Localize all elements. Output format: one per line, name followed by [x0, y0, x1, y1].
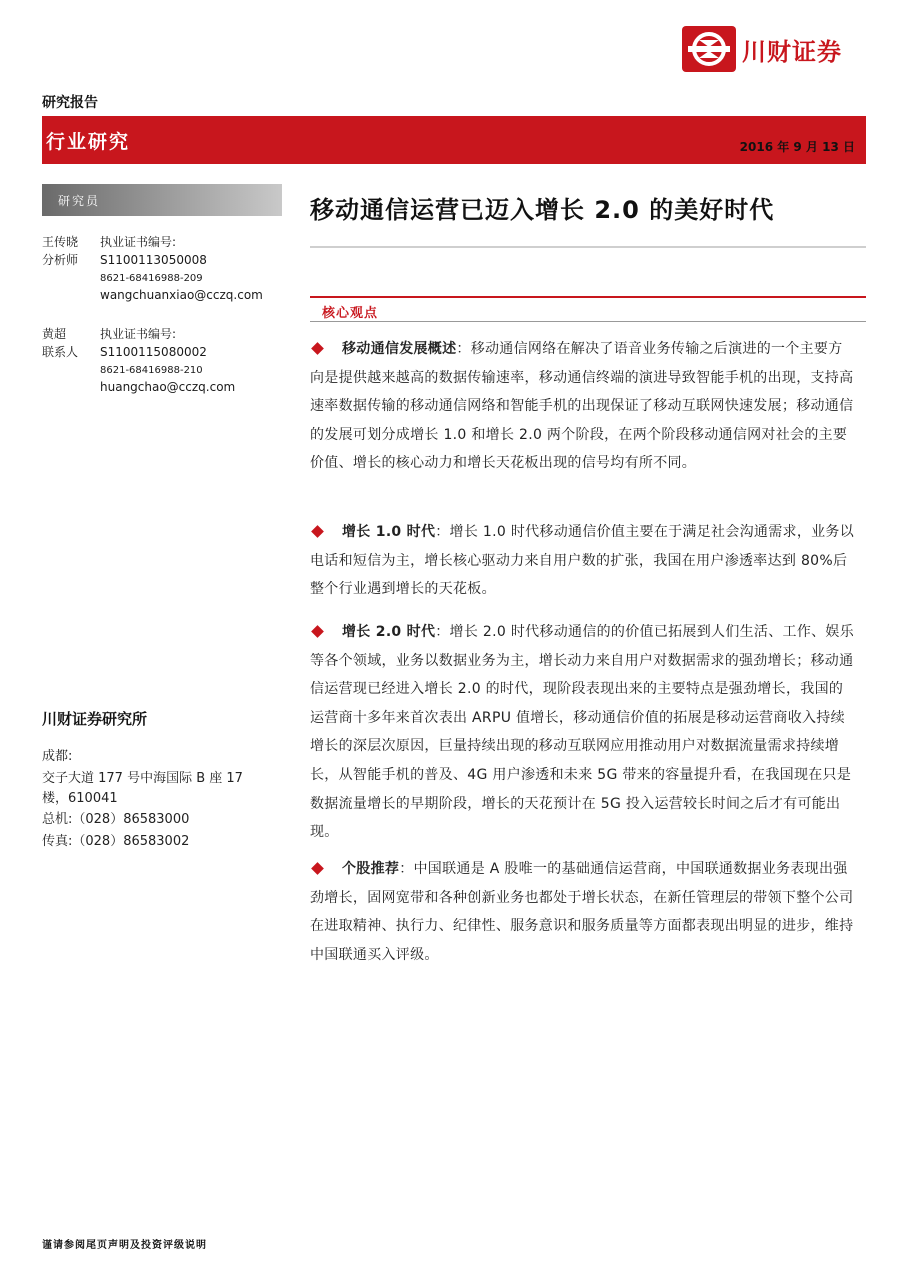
footer-disclaimer: 谨请参阅尾页声明及投资评级说明	[42, 1240, 207, 1251]
key-point	[310, 518, 856, 604]
contact-tel: 总机:（028）86583000	[42, 812, 190, 827]
contact-name: 黄超	[42, 327, 67, 341]
contact-card	[42, 325, 292, 399]
key-point-body: ：移动通信网络在解决了语音业务传输之后演进的一个主要方向是提供越来越高的数据传输速率，移动通信终端的演进导致智能手机的出现，支持高速率数据传输的移动通信网络和智能手机的出现保证了移动互联网快速发展；移动通信的发展可划分成增长 1.0 和增长 2.0 两个阶段，在两个阶段移动通信网对社会的主要价值、增长的核心动力和增长天花板出现的信号均有所不同。	[310, 341, 854, 472]
key-point-body: ：增长 2.0 时代移动通信的的价值已拓展到人们生活、工作、娱乐等各个领域，业务以数据业务为主，增长动力来自用户对数据需求的强劲增长；移动通信运营现已经进入增长 2.0 的时代，现阶段表现出来的主要特点是强劲增长，我国的运营商十多年来首次表出 ARPU 值增长，移动通信价值的拓展是移动运营商收入持续增长的深层次原因，巨量持续出现的移动互联网应用推动用户对数据流量需求持续增长，从智能手机的普及、4G 用户渗透和未来 5G 带来的容量提升看，在我国现在只是数据流量增长的早期阶段，增长的天花预计在 5G 投入运营较长时间之后才有可能出现。	[310, 624, 855, 841]
contact-phone: 8621-68416988-210	[100, 365, 203, 376]
brand-logo	[682, 26, 872, 74]
cert-label: 执业证书编号:	[100, 327, 177, 341]
brand-name: 川财证券	[742, 38, 842, 66]
report-title: 移动通信运营已迈入增长 2.0 的美好时代	[310, 196, 775, 224]
key-point-lead: 移动通信发展概述	[342, 341, 457, 357]
analyst-phone: 8621-68416988-209	[100, 273, 203, 284]
key-point-lead: 个股推荐	[342, 861, 400, 877]
brand-logo-icon	[682, 26, 736, 72]
key-point	[310, 855, 856, 969]
section-bottom-rule	[310, 321, 866, 322]
contact-address-cont: 楼，610041	[42, 791, 118, 806]
analyst-name: 王传晓	[42, 235, 79, 249]
bullet-diamond-icon	[311, 862, 324, 875]
cert-number: S1100113050008	[100, 253, 207, 267]
analyst-email[interactable]: wangchuanxiao@cczq.com	[100, 288, 263, 302]
key-point-body: ：增长 1.0 时代移动通信价值主要在于满足社会沟通需求，业务以电话和短信为主，增长核心驱动力来自用户数的扩张，我国在用户渗透率达到 80%后整个行业遇到增长的天花板。	[310, 524, 855, 598]
key-point	[310, 335, 856, 478]
key-point	[310, 618, 856, 847]
bullet-diamond-icon	[311, 525, 324, 538]
contact-city: 成都:	[42, 749, 73, 764]
contact-email[interactable]: huangchao@cczq.com	[100, 380, 236, 394]
contact-role: 联系人	[42, 345, 79, 359]
analyst-card	[42, 233, 292, 307]
key-point-body: ：中国联通是 A 股唯一的基础通信运营商，中国联通数据业务表现出强劲增长，固网宽带和各种创新业务也都处于增长状态，在新任管理层的带领下整个公司在进取精神、执行力、纪律性、服务意识和服务质量等方面都表现出明显的进步，维持中国联通买入评级。	[310, 861, 854, 963]
title-divider	[310, 246, 866, 248]
bullet-diamond-icon	[311, 342, 324, 355]
report-type: 研究报告	[42, 95, 98, 111]
contact-fax: 传真:（028）86583002	[42, 834, 190, 849]
key-point-lead: 增长 1.0 时代	[342, 524, 436, 540]
bullet-diamond-icon	[311, 625, 324, 638]
report-date: 2016 年 9 月 13 日	[739, 140, 855, 154]
cert-number: S1100115080002	[100, 345, 207, 359]
institute-name: 川财证券研究所	[42, 710, 148, 728]
report-category: 行业研究	[46, 131, 131, 153]
cert-label: 执业证书编号:	[100, 235, 177, 249]
section-title: 核心观点	[322, 306, 379, 321]
analyst-section-header	[42, 184, 282, 216]
contact-address: 交子大道 177 号中海国际 B 座 17	[42, 771, 243, 786]
analyst-role: 分析师	[42, 253, 79, 267]
section-top-rule	[310, 296, 866, 298]
analyst-section-label: 研究员	[58, 194, 101, 208]
key-point-lead: 增长 2.0 时代	[342, 624, 436, 640]
